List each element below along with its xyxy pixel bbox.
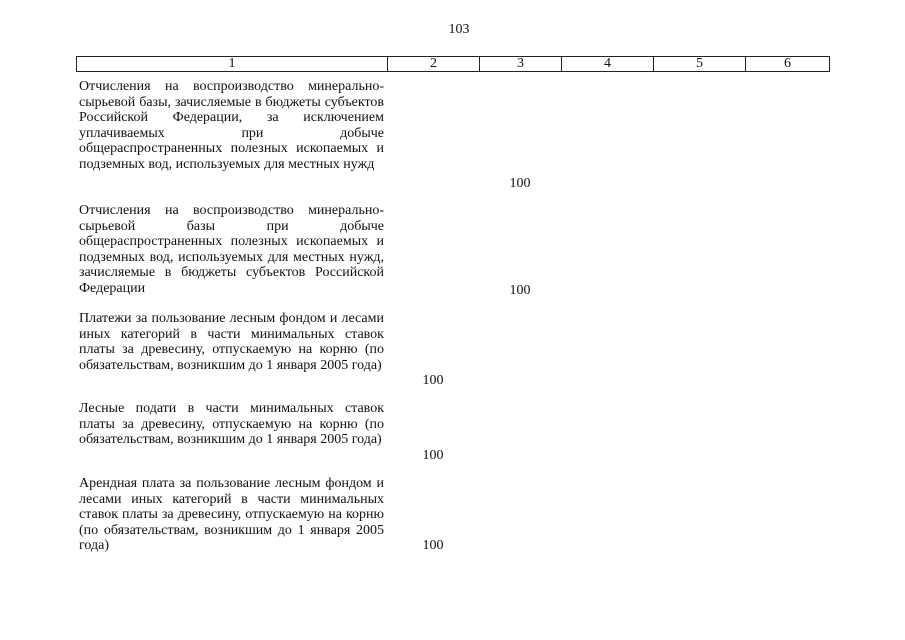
table-row-text: Арендная плата за пользование лесным фондом и лесами иных категорий в части минимальных ставок платы за древесину, отпускаемую на корню (по обязательствам, возникшим до 1 января 2005 года): [79, 476, 384, 553]
table-row-text: Отчисления на воспроизводство минерально-сырьевой базы, зачисляемые в бюджеты субъектов Российской Федерации, за исключением уплачиваемых при добыче общераспространенных полезных ископаемых и подземных вод, используемых для местных нужд: [79, 79, 384, 172]
table-row-text: Платежи за пользование лесным фондом и лесами иных категорий в части минимальных ставок платы за древесину, отпускаемую на корню (по обязательствам, возникшим до 1 января 2005 года): [79, 311, 384, 373]
column-header-5: 5: [654, 57, 746, 71]
column-header-4: 4: [562, 57, 654, 71]
column-header-3: 3: [480, 57, 562, 71]
table-header: [76, 56, 830, 72]
column-header-1: 1: [77, 57, 388, 71]
table-row-value: 100: [422, 448, 444, 463]
column-header-2: 2: [388, 57, 480, 71]
table-row-text: Отчисления на воспроизводство минерально-сырьевой базы при добыче общераспространенных полезных ископаемых и подземных вод, используемых для местных нужд, зачисляемые в бюджеты субъектов Российской Федерации: [79, 203, 384, 296]
page-number: 103: [448, 22, 470, 37]
table-row-value: 100: [509, 176, 531, 191]
table-row-value: 100: [422, 373, 444, 388]
table-row-value: 100: [509, 283, 531, 298]
column-header-6: 6: [784, 56, 791, 71]
table-row-value: 100: [422, 538, 444, 553]
table-row-text: Лесные подати в части минимальных ставок платы за древесину, отпускаемую на корню (по обязательствам, возникшим до 1 января 2005 года): [79, 401, 384, 447]
